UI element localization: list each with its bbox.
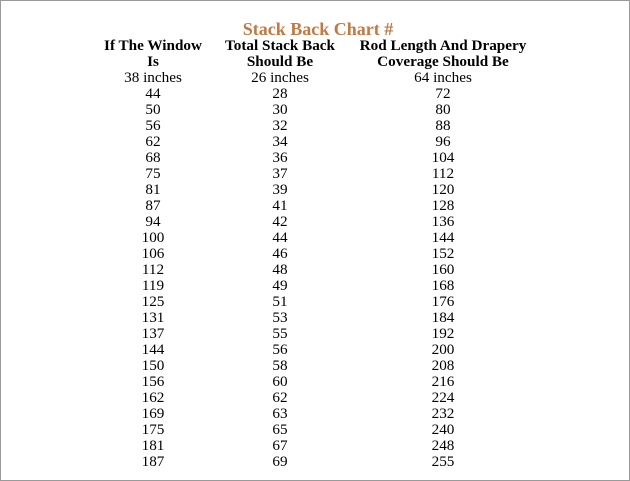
table-row	[92, 150, 540, 166]
stack-back-cell: 36	[272, 149, 288, 166]
window-width-cell: 75	[145, 165, 161, 182]
stack-back-cell: 32	[272, 117, 288, 134]
rod-length-cell: 255	[431, 453, 455, 470]
stack-back-cell: 34	[272, 133, 288, 150]
table-row	[92, 342, 540, 358]
rod-length-cell: 176	[431, 293, 455, 310]
window-width-cell: 56	[145, 117, 161, 134]
rod-length-cell: 120	[431, 181, 455, 198]
window-width-cell: 50	[145, 101, 161, 118]
table-row	[92, 438, 540, 454]
table-row	[92, 70, 540, 86]
rod-length-cell: 128	[431, 197, 455, 214]
stack-back-cell: 51	[272, 293, 288, 310]
table-row	[92, 86, 540, 102]
rod-length-cell: 144	[431, 229, 455, 246]
table-row	[92, 182, 540, 198]
stack-back-cell: 39	[272, 181, 288, 198]
stack-back-cell: 48	[272, 261, 288, 278]
window-width-cell: 81	[145, 181, 161, 198]
table-row	[92, 246, 540, 262]
rod-length-cell: 152	[431, 245, 455, 262]
stack-back-cell: 55	[272, 325, 288, 342]
window-width-cell: 112	[141, 261, 165, 278]
header-rod-length	[346, 38, 540, 70]
rod-length-cell: 184	[431, 309, 455, 326]
rod-length-cell: 96	[435, 133, 451, 150]
rod-length-cell: 168	[431, 277, 455, 294]
window-width-cell: 44	[145, 85, 161, 102]
window-width-cell: 38 inches	[124, 69, 182, 86]
window-width-cell: 94	[145, 213, 161, 230]
header-stack-back-line-1: Total Stack Back	[225, 37, 335, 54]
rod-length-cell: 104	[431, 149, 455, 166]
table-row	[92, 326, 540, 342]
window-width-cell: 131	[141, 309, 165, 326]
rod-length-cell: 216	[431, 373, 455, 390]
stack-back-cell: 60	[272, 373, 288, 390]
table-row	[92, 262, 540, 278]
table-row	[92, 118, 540, 134]
window-width-cell: 156	[141, 373, 165, 390]
rod-length-cell: 200	[431, 341, 455, 358]
window-width-cell: 169	[141, 405, 165, 422]
window-width-cell: 119	[141, 277, 165, 294]
stack-back-cell: 67	[272, 437, 288, 454]
window-width-cell: 162	[141, 389, 165, 406]
window-width-cell: 150	[141, 357, 165, 374]
rod-length-cell: 224	[431, 389, 455, 406]
table-row	[92, 294, 540, 310]
table-row	[92, 278, 540, 294]
stack-back-cell: 46	[272, 245, 288, 262]
window-width-cell: 144	[141, 341, 165, 358]
table-row	[92, 134, 540, 150]
stack-back-cell: 42	[272, 213, 288, 230]
header-window-width-line-2: Is	[147, 53, 159, 70]
table-row	[92, 358, 540, 374]
table-row	[92, 102, 540, 118]
rod-length-cell: 248	[431, 437, 455, 454]
header-stack-back-line-2: Should Be	[246, 53, 314, 70]
header-stack-back	[214, 38, 346, 70]
table-row	[92, 390, 540, 406]
header-window-width	[92, 38, 214, 70]
table-row	[92, 198, 540, 214]
window-width-cell: 125	[141, 293, 165, 310]
window-width-cell: 62	[145, 133, 161, 150]
table-row	[92, 422, 540, 438]
stack-back-cell: 62	[272, 389, 288, 406]
rod-length-cell: 136	[431, 213, 455, 230]
window-width-cell: 100	[141, 229, 165, 246]
header-window-width-line-1: If The Window	[104, 37, 202, 54]
window-width-cell: 175	[141, 421, 165, 438]
rod-length-cell: 80	[435, 101, 451, 118]
stack-back-cell: 65	[272, 421, 288, 438]
rod-length-cell: 240	[431, 421, 455, 438]
table-row	[92, 374, 540, 390]
rod-length-cell: 112	[431, 165, 455, 182]
stack-back-cell: 56	[272, 341, 288, 358]
stack-back-cell: 28	[272, 85, 288, 102]
window-width-cell: 137	[141, 325, 165, 342]
stack-back-cell: 69	[272, 453, 288, 470]
window-width-cell: 68	[145, 149, 161, 166]
rod-length-cell: 72	[435, 85, 451, 102]
table-row	[92, 454, 540, 470]
window-width-cell: 187	[141, 453, 165, 470]
window-width-cell: 181	[141, 437, 165, 454]
stack-back-table	[92, 38, 540, 470]
stack-back-cell: 49	[272, 277, 288, 294]
stack-back-cell: 53	[272, 309, 288, 326]
table-row	[92, 230, 540, 246]
table-row	[92, 214, 540, 230]
rod-length-cell: 64 inches	[414, 69, 472, 86]
table-row	[92, 406, 540, 422]
rod-length-cell: 88	[435, 117, 451, 134]
header-row	[92, 38, 540, 70]
stack-back-cell: 26 inches	[251, 69, 309, 86]
rod-length-cell: 192	[431, 325, 455, 342]
stack-back-cell: 41	[272, 197, 288, 214]
stack-back-cell: 44	[272, 229, 288, 246]
stack-back-cell: 58	[272, 357, 288, 374]
rod-length-cell: 208	[431, 357, 455, 374]
table-body	[92, 70, 540, 470]
rod-length-cell: 160	[431, 261, 455, 278]
table-row	[92, 310, 540, 326]
rod-length-cell: 232	[431, 405, 455, 422]
window-width-cell: 106	[141, 245, 165, 262]
header-rod-length-line-2: Coverage Should Be	[377, 53, 509, 70]
table-row	[92, 166, 540, 182]
header-rod-length-line-1: Rod Length And Drapery	[359, 37, 527, 54]
stack-back-cell: 30	[272, 101, 288, 118]
chart-title: Stack Back Chart #	[242, 19, 394, 39]
stack-back-cell: 37	[272, 165, 288, 182]
stack-back-cell: 63	[272, 405, 288, 422]
window-width-cell: 87	[145, 197, 161, 214]
